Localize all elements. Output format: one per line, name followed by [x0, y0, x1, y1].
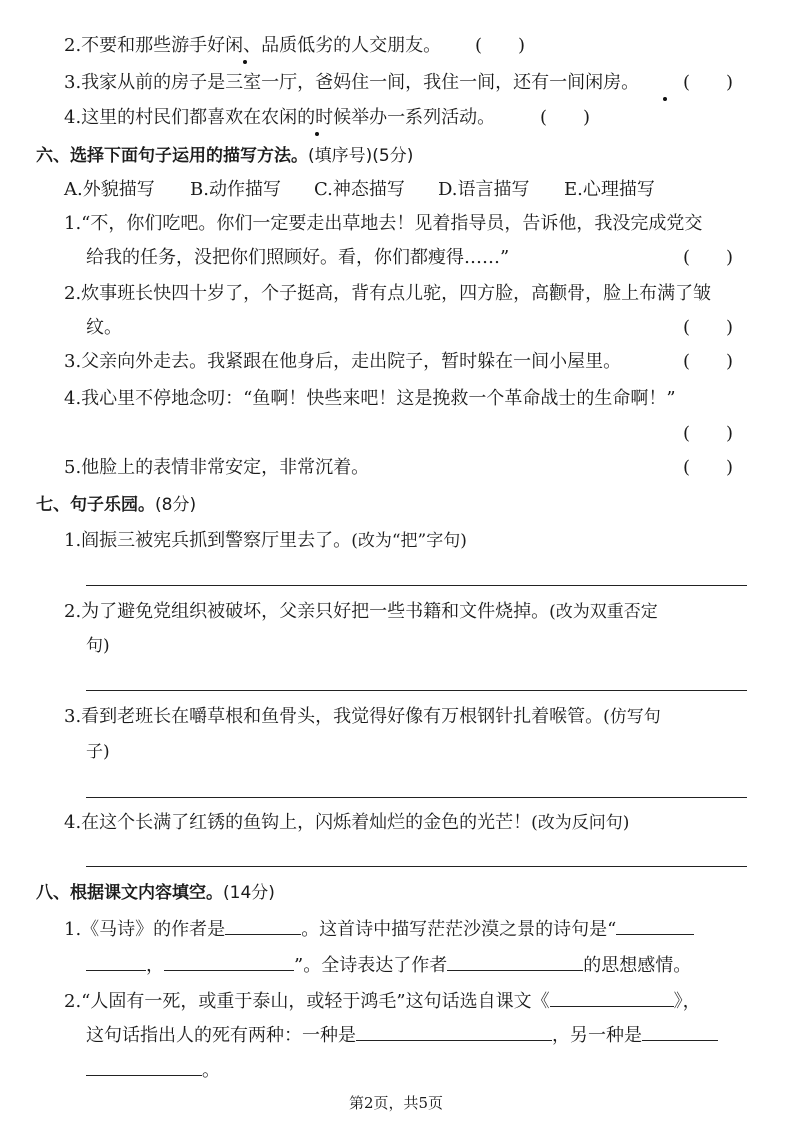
s8-q2-blank-two-b[interactable]	[86, 1057, 202, 1076]
s6-item-2-paren[interactable]: ( )	[683, 317, 734, 338]
s8-q1-blank-author[interactable]	[225, 916, 301, 935]
s8-q1-blank-line-b[interactable]	[86, 952, 146, 971]
s6-option-d: D.语言描写	[438, 179, 530, 200]
s6-item-5: 5.他脸上的表情非常安定，非常沉着。	[64, 457, 370, 478]
emphasis-dot	[243, 60, 247, 64]
s6-option-e: E.心理描写	[564, 179, 655, 200]
s8-q2-blank-two-a[interactable]	[642, 1022, 718, 1041]
s8-q2-line2: 这句话指出人的死有两种：一种是 ，另一种是	[86, 1022, 718, 1048]
s5-item-4: 4.这里的村民们都喜欢在农闲的时候举办一系列活动。	[64, 107, 496, 128]
emphasis-dot	[315, 132, 319, 136]
section-8-heading: 八、根据课文内容填空。(14分)	[36, 883, 275, 903]
s6-item-4: 4.我心里不停地念叨：“鱼啊！快些来吧！这是挽救一个革命战士的生命啊！”	[64, 388, 676, 409]
s7-item-4-answer-line[interactable]	[86, 866, 747, 867]
s7-item-3: 3.看到老班长在嚼草根和鱼骨头，我觉得好像有万根钢针扎着喉管。(仿写句	[64, 706, 661, 727]
s7-item-2: 2.为了避免党组织被破坏，父亲只好把一些书籍和文件烧掉。(改为双重否定	[64, 601, 658, 622]
s6-item-2-line2: 纹。	[86, 317, 122, 338]
s6-item-3-paren[interactable]: ( )	[683, 351, 734, 372]
section-6-heading: 六、选择下面句子运用的描写方法。(填序号)(5分)	[36, 146, 414, 166]
s6-item-3: 3.父亲向外走去。我紧跟在他身后，走出院子，暂时躲在一间小屋里。	[64, 351, 622, 372]
s7-item-3-answer-line[interactable]	[86, 797, 747, 798]
s6-item-4-paren[interactable]: ( )	[683, 423, 734, 444]
s6-option-a: A.外貌描写	[64, 179, 155, 200]
s7-item-2-answer-line[interactable]	[86, 690, 747, 691]
s7-item-1: 1.阎振三被宪兵抓到警察厅里去了。(改为“把”字句)	[64, 530, 467, 551]
s7-item-4: 4.在这个长满了红锈的鱼钩上，闪烁着灿烂的金色的光芒！(改为反问句)	[64, 812, 630, 833]
page-footer: 第2页，共5页	[348, 1094, 444, 1112]
s8-q2-line3: 。	[86, 1057, 220, 1083]
section-7-heading: 七、句子乐园。(8分)	[36, 495, 197, 515]
s5-item-2-paren[interactable]: ( )	[475, 35, 526, 56]
s7-item-2-hint-cont: 句)	[86, 636, 110, 656]
s8-q1-blank-feeling[interactable]	[447, 952, 583, 971]
s6-item-1-line2: 给我的任务，没把你们照顾好。看，你们都瘦得……”	[86, 247, 510, 268]
s6-option-c: C.神态描写	[314, 179, 405, 200]
s6-item-1-paren[interactable]: ( )	[683, 247, 734, 268]
s8-q1-blank-line-a[interactable]	[616, 916, 694, 935]
s6-item-1-line1: 1.“不，你们吃吧。你们一定要走出草地去！见着指导员，告诉他，我没完成党交	[64, 213, 703, 234]
s8-q1-blank-line-c[interactable]	[164, 952, 294, 971]
s5-item-3-paren[interactable]: ( )	[683, 72, 734, 93]
s8-q2-line1: 2.“人固有一死，或重于泰山，或轻于鸿毛”这句话选自课文《 》，	[64, 988, 701, 1014]
s8-q2-blank-title[interactable]	[550, 988, 674, 1007]
s6-item-5-paren[interactable]: ( )	[683, 457, 734, 478]
s6-option-b: B.动作描写	[190, 179, 281, 200]
emphasis-dot	[663, 97, 667, 101]
s5-item-4-paren[interactable]: ( )	[540, 107, 591, 128]
s8-q2-blank-one[interactable]	[356, 1022, 552, 1041]
s8-q1-line2: ， ”。全诗表达了作者 的思想感情。	[86, 952, 691, 978]
s8-q1-line1: 1.《马诗》的作者是 。这首诗中描写茫茫沙漠之景的诗句是“	[64, 916, 694, 942]
s7-item-3-hint-cont: 子)	[86, 742, 110, 762]
s6-item-2-line1: 2.炊事班长快四十岁了，个子挺高，背有点儿驼，四方脸，高颧骨，脸上布满了皱	[64, 283, 712, 304]
s5-item-2: 2.不要和那些游手好闲、品质低劣的人交朋友。	[64, 35, 442, 56]
s7-item-1-answer-line[interactable]	[86, 585, 747, 586]
s5-item-3: 3.我家从前的房子是三室一厅，爸妈住一间，我住一间，还有一间闲房。	[64, 72, 640, 93]
